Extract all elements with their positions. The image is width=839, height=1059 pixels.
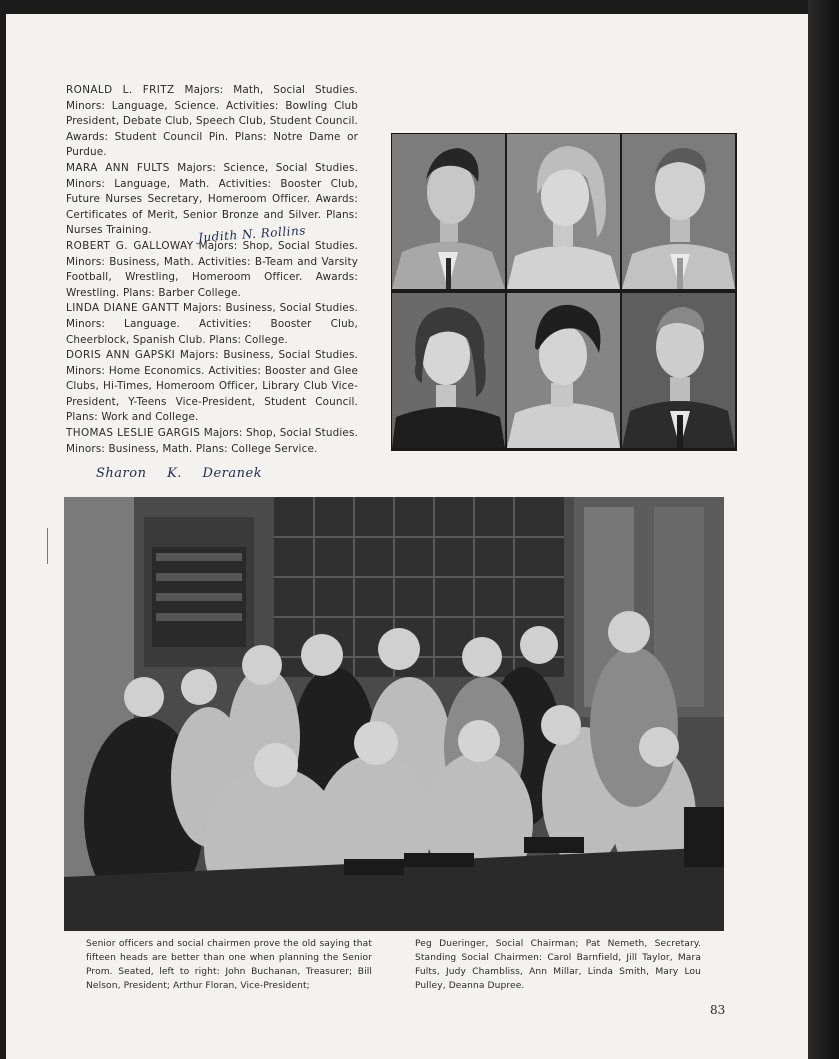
page-number: 83 (710, 1003, 726, 1017)
portrait-photo (392, 293, 505, 448)
bio-name: RONALD L. FRITZ (66, 84, 175, 96)
portrait-grid (391, 133, 737, 451)
scanner-edge (808, 0, 839, 1059)
bio-text: Majors: Business, Social Studies. Minors: Language. Activities: Booster Club, Cheerblock, Spanish Club. Plans: College. (66, 302, 358, 346)
senior-bios (66, 83, 358, 457)
bio-entry (66, 83, 358, 161)
portrait-photo (507, 293, 620, 448)
bio-entry (66, 348, 358, 426)
bio-name: THOMAS LESLIE GARGIS (66, 427, 201, 440)
bio-entry (66, 426, 358, 457)
binding-mark (47, 528, 48, 564)
bio-name: LINDA DIANE GANTT (66, 302, 180, 315)
bio-text: Majors: Math, Social Studies. Minors: Language, Science. Activities: Bowling Club President, Debate Club, Speech Club, Student Council. Awards: Student Council Pin. Plans: Notre Dame or Purdue. (66, 84, 359, 159)
portrait-photo (392, 134, 505, 289)
portrait-photo (622, 134, 735, 289)
bio-text: Majors: Science, Social Studies. Minors: Language, Math. Activities: Booster Club, Future Nurses Secretary, Homeroom Officer. Awards: Certificates of Merit, Senior Bronze and Silver. Plans: Nurses Training. (66, 161, 358, 237)
portrait-photo (507, 134, 620, 289)
bio-name: MARA ANN FULTS (66, 161, 170, 174)
photo-caption-left: Senior officers and social chairmen prove the old saying that fifteen heads are better than one when planning the Senior Prom. Seated, left to right: John Buchanan, Treasurer; Bill Nelson, President; Arthur Floran, Vice-President; (86, 939, 372, 991)
bio-entry (66, 239, 358, 301)
bio-entry (66, 161, 358, 239)
bio-name: DORIS ANN GAPSKI (66, 349, 176, 362)
handwritten-signature: Sharon K. Deranek (96, 466, 263, 481)
bio-text: Majors: Business, Social Studies. Minors: Home Economics. Activities: Booster and Glee Clubs, Hi-Times, Homeroom Officer, Library Club Vice-President, Y-Teens Vice-President, Student Council. Plans: Work and College. (66, 349, 358, 424)
portrait-photo (622, 293, 735, 448)
bio-text: Majors: Shop, Social Studies. Minors: Business, Math. Activities: B-Team and Varsity Football, Wrestling, Homeroom Officer. Awards: Wrestling. Plans: Barber College. (66, 239, 358, 299)
bio-name: ROBERT G. GALLOWAY (66, 239, 194, 252)
bio-text: Majors: Shop, Social Studies. Minors: Business, Math. Plans: College Service. (66, 427, 358, 455)
photo-caption-right: Peg Dueringer, Social Chairman; Pat Nemeth, Secretary. Standing Social Chairmen: Carol Barnfield, Jill Taylor, Mara Fults, Judy Chambliss, Ann Millar, Linda Smith, Mary Lou Pulley, Deanna Dupree. (415, 939, 701, 991)
handwritten-signature: Judith N. Rollins (197, 223, 307, 245)
bio-entry (66, 301, 358, 348)
group-photo (64, 497, 724, 931)
